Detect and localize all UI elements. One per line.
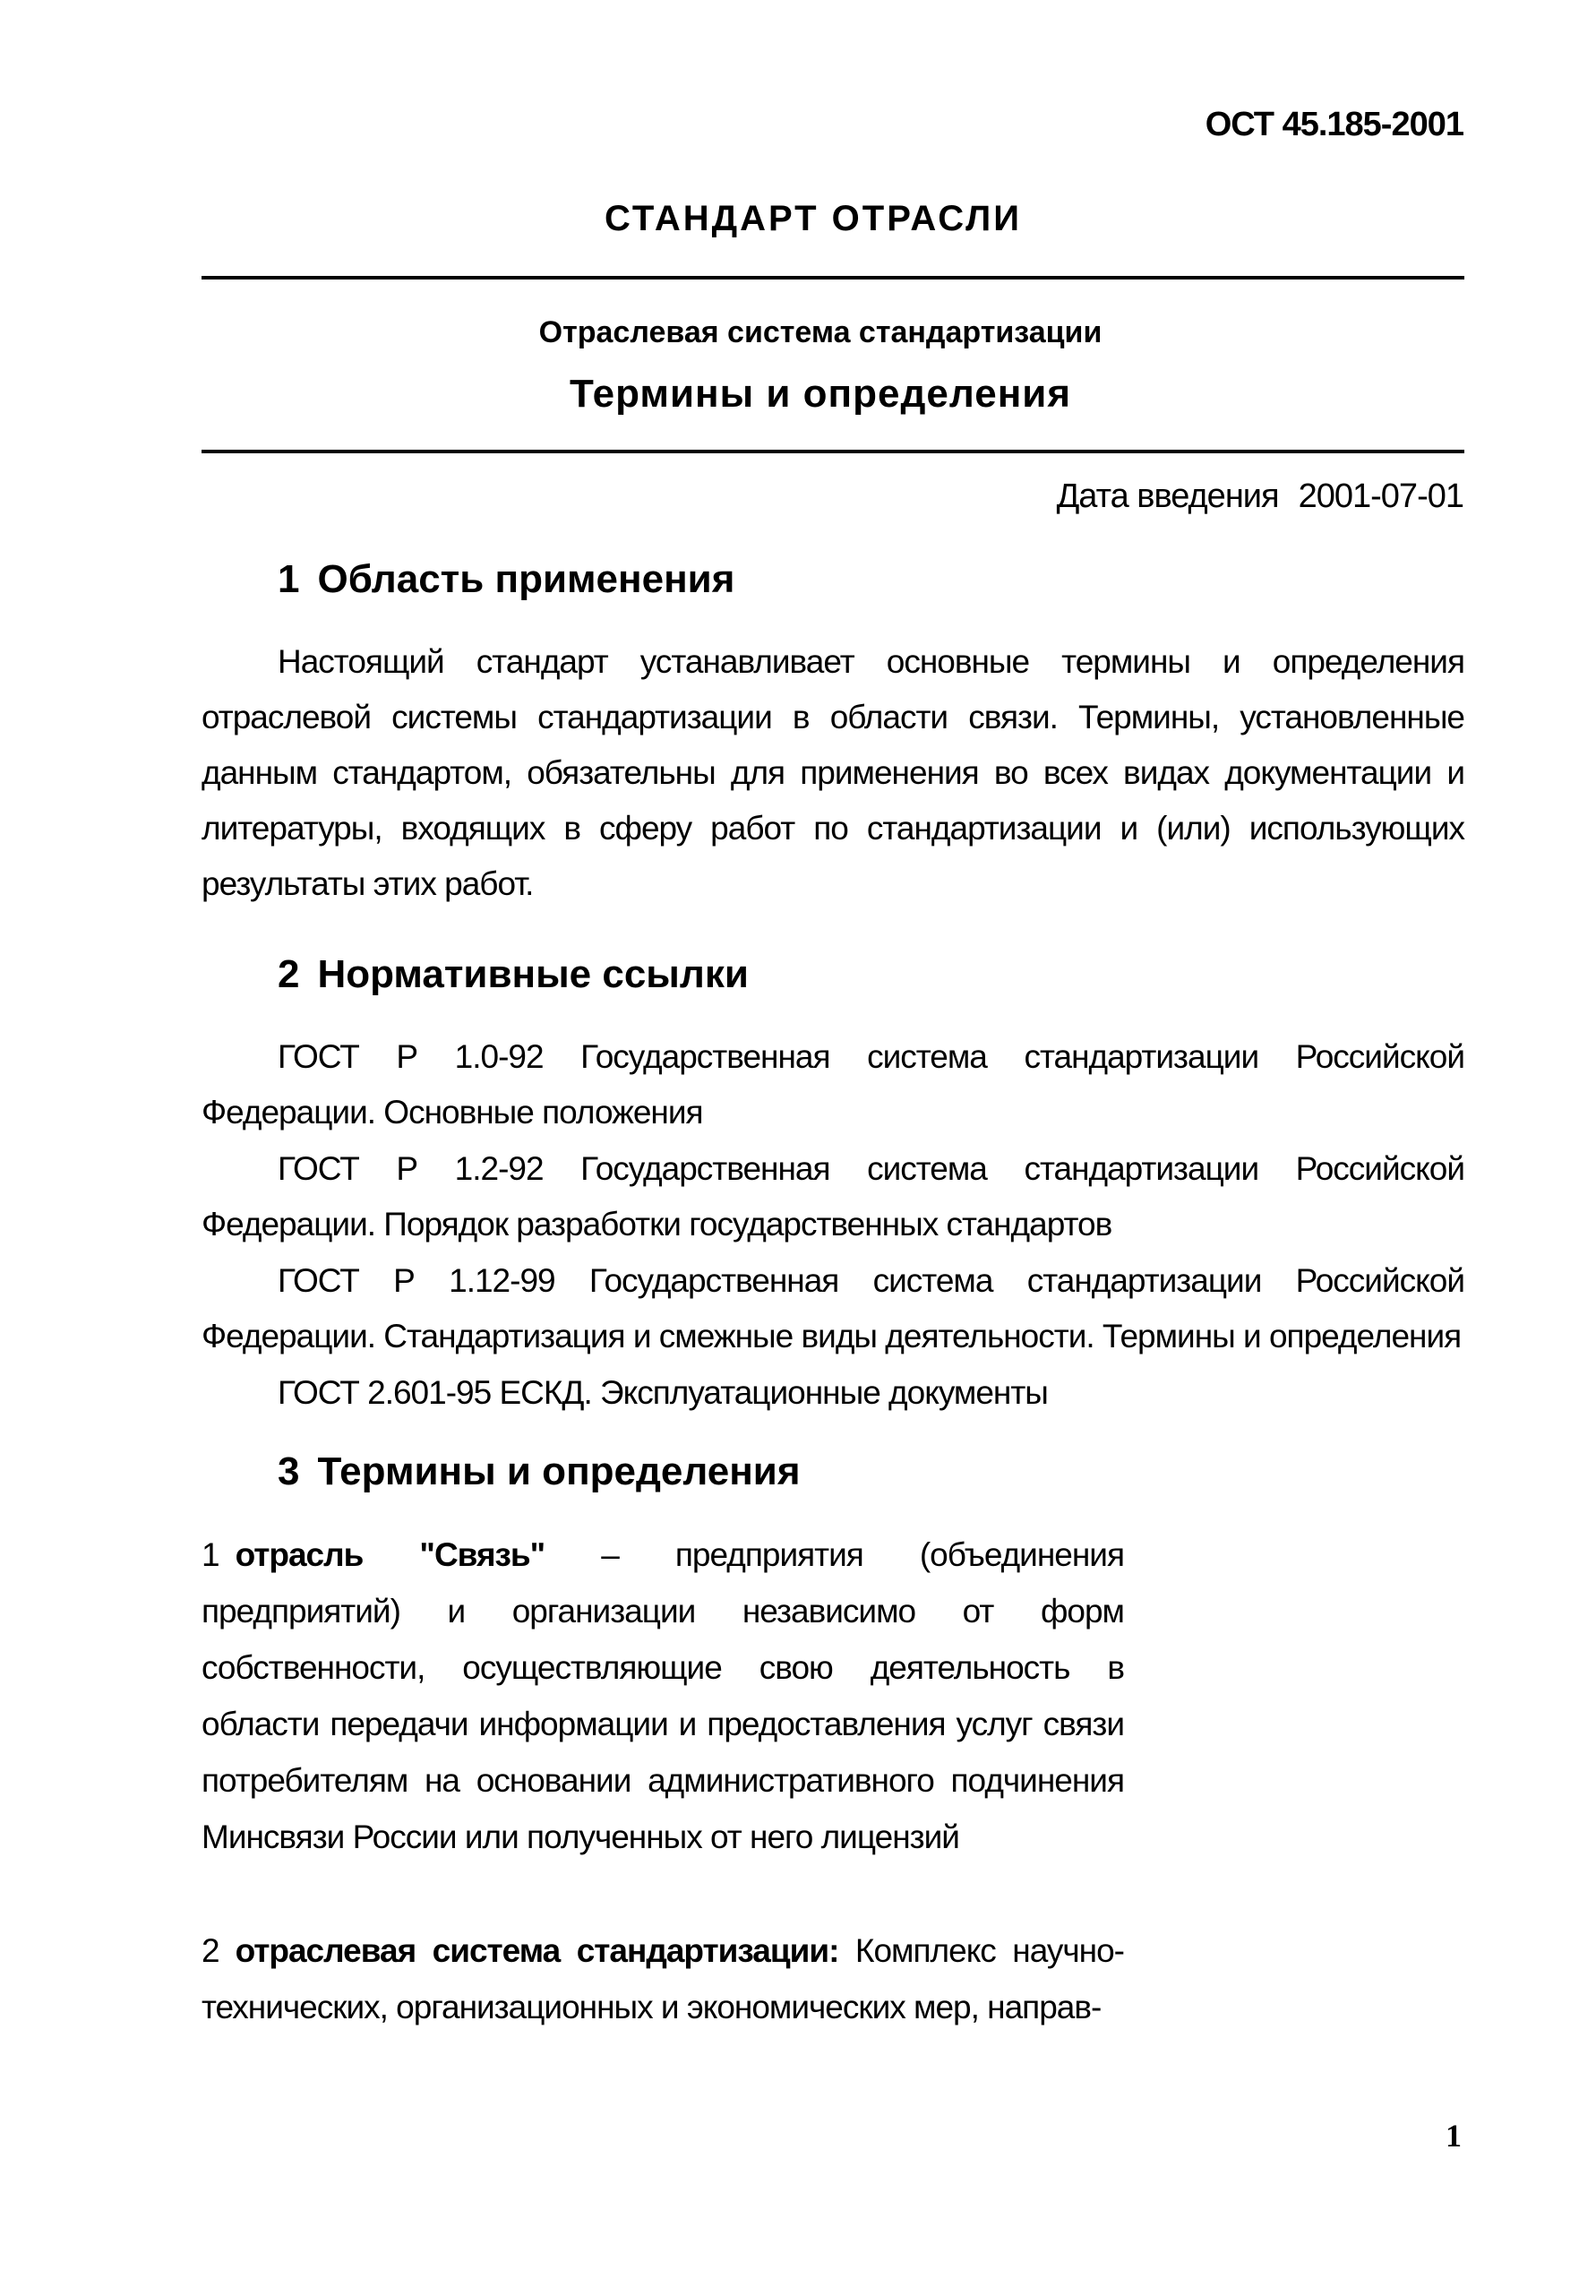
scope-paragraph: Настоящий стандарт устанавливает основные термины и определения отраслевой системы стандартизации в области связи. Термины, установленные данным стандартом, обязательны для применения во всех видах документации и литературы, входящих в сферу работ по стандартизации и (или) использующих результаты этих работ. <box>202 643 1464 902</box>
page-number: 1 <box>1446 2118 1462 2154</box>
term-name: отрасль "Связь" <box>235 1536 545 1573</box>
top-divider <box>202 276 1464 279</box>
term-entry <box>202 1922 1124 2035</box>
standard-subtitle: Отраслевая система стандартизации <box>538 315 1103 349</box>
term-definition: предприятия (объединения предприятий) и организации независимо от форм собственности, осуществляющие свою деятельность в области передачи информации и предоставления услуг связи потребителям на основании административного подчинения Минсвязи России или полученных от него лицензий <box>202 1536 1124 1855</box>
section-title: Нормативные ссылки <box>317 952 749 996</box>
reference-item: ГОСТ Р 1.12-99 Государственная система стандартизации Российской Федерации. Стандартизация и смежные виды деятельности. Термины и определения <box>202 1262 1464 1354</box>
term-entry <box>202 1526 1124 1865</box>
term-name: отраслевая система стандартизации: <box>235 1932 839 1969</box>
reference-item: ГОСТ 2.601-95 ЕСКД. Эксплуатационные документы <box>278 1374 1048 1411</box>
term-separator: – <box>545 1536 675 1573</box>
section-title: Термины и определения <box>317 1449 801 1493</box>
term-separator <box>838 1932 855 1969</box>
term-number: 1 <box>202 1536 219 1573</box>
introduction-date-label: Дата введения <box>1056 477 1279 515</box>
section-heading-terms-and-definitions <box>278 1449 801 1494</box>
bottom-divider <box>202 450 1464 453</box>
document-code: ОСТ 45.185-2001 <box>1205 106 1463 143</box>
section-heading-scope <box>278 557 734 602</box>
section-number: 1 <box>278 557 300 601</box>
reference-item: ГОСТ Р 1.0-92 Государственная система стандартизации Российской Федерации. Основные положения <box>202 1038 1464 1131</box>
reference-item: ГОСТ Р 1.2-92 Государственная система стандартизации Российской Федерации. Порядок разработки государственных стандартов <box>202 1150 1464 1243</box>
standard-type-heading: СТАНДАРТ ОТРАСЛИ <box>605 199 1022 238</box>
term-definition: Комплекс научно-технических, организационных и экономических мер, направ- <box>202 1932 1124 2025</box>
introduction-date <box>1057 477 1463 516</box>
section-number: 2 <box>278 952 300 996</box>
term-number: 2 <box>202 1932 219 1969</box>
section-heading-normative-references <box>278 952 749 997</box>
standard-title: Термины и определения <box>569 372 1072 416</box>
introduction-date-value: 2001-07-01 <box>1298 477 1463 515</box>
section-number: 3 <box>278 1449 300 1493</box>
section-title: Область применения <box>317 557 735 601</box>
